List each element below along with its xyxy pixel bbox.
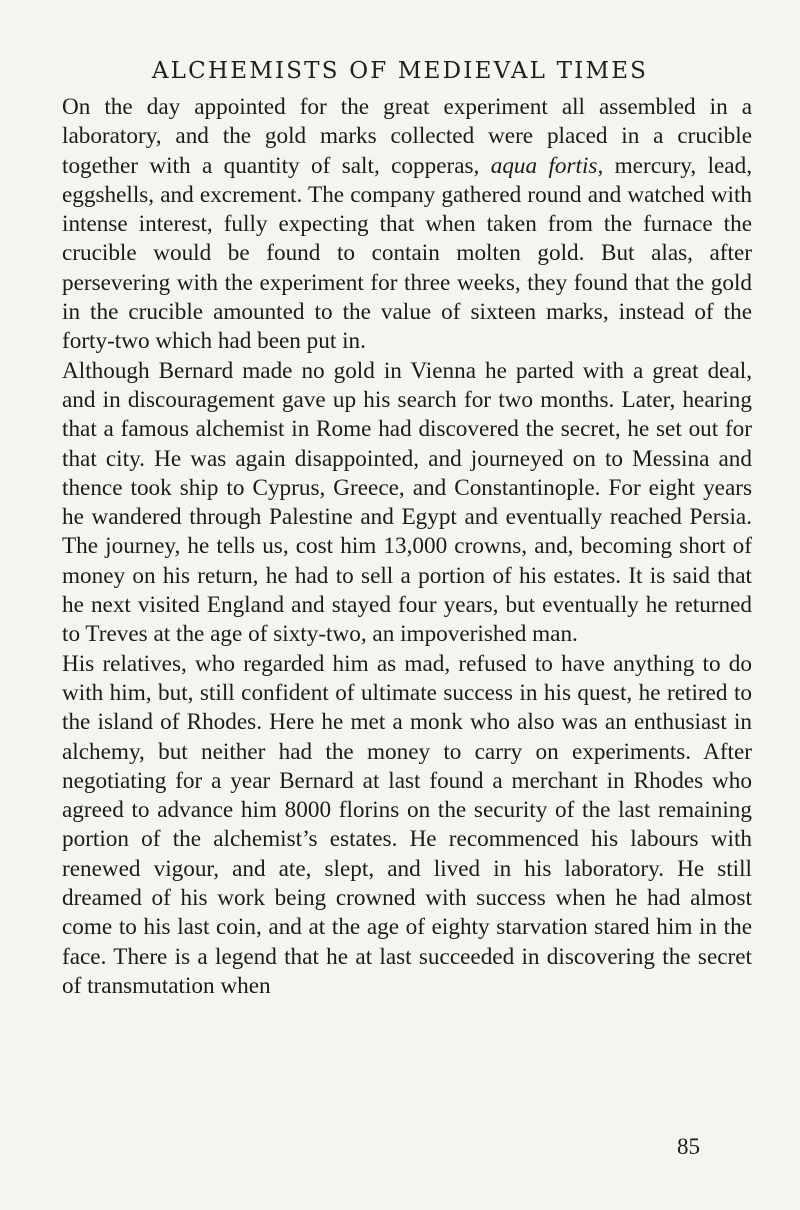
page-number: 85 <box>677 1134 700 1159</box>
paragraph-1-text-b: , mercury, lead, eggshells, and excrement. The company gathered round and watched with intense interest, fully expecting that when taken from the furnace the crucible would be found to contain molten gold. But alas, after persevering with the experiment for three weeks, they found that the gold in the crucible amounted to the value of sixteen marks, instead of the forty-two which had been put in. <box>62 152 752 355</box>
running-head: ALCHEMISTS OF MEDIEVAL TIMES <box>151 58 649 84</box>
paragraph-1-italic-term: aqua fortis <box>490 152 598 179</box>
paragraph-2: Although Bernard made no gold in Vienna he parted with a great deal, and in discouragement gave up his search for two months. Later, hearing that a famous alchemist in Rome had discovered the secret, he set out for that city. He was again disappointed, and journeyed on to Messina and thence took ship to Cyprus, Greece, and Constantinople. For eight years he wandered through Palestine and Egypt and eventually reached Persia. The journey, he tells us, cost him 13,000 crowns, and, becoming short of money on his return, he had to sell a portion of his estates. It is said that he next visited England and stayed four years, but eventually he returned to Treves at the age of sixty-two, an impoverished man. <box>62 357 752 648</box>
paragraph-1-text-a: On the day appointed for the great experiment all assembled in a laboratory, and the gold marks collected were placed in a crucible together with a quantity of salt, copperas, <box>62 94 752 179</box>
paragraph-3: His relatives, who regarded him as mad, refused to have anything to do with him, but, still confident of ultimate success in his quest, he retired to the island of Rhodes. Here he met a monk who also was an enthusiast in alchemy, but neither had the money to carry on experiments. After negotiating for a year Bernard at last found a merchant in Rhodes who agreed to advance him 8000 florins on the security of the last remaining portion of the alchemist’s estates. He recommenced his labours with renewed vigour, and ate, slept, and lived in his laboratory. He still dreamed of his work being crowned with success when he had almost come to his last coin, and at the age of eighty starvation stared him in the face. There is a legend that he at last succeeded in discovering the secret of transmutation when <box>62 650 752 999</box>
paragraph-1 <box>62 93 752 357</box>
body-text <box>62 93 752 1001</box>
